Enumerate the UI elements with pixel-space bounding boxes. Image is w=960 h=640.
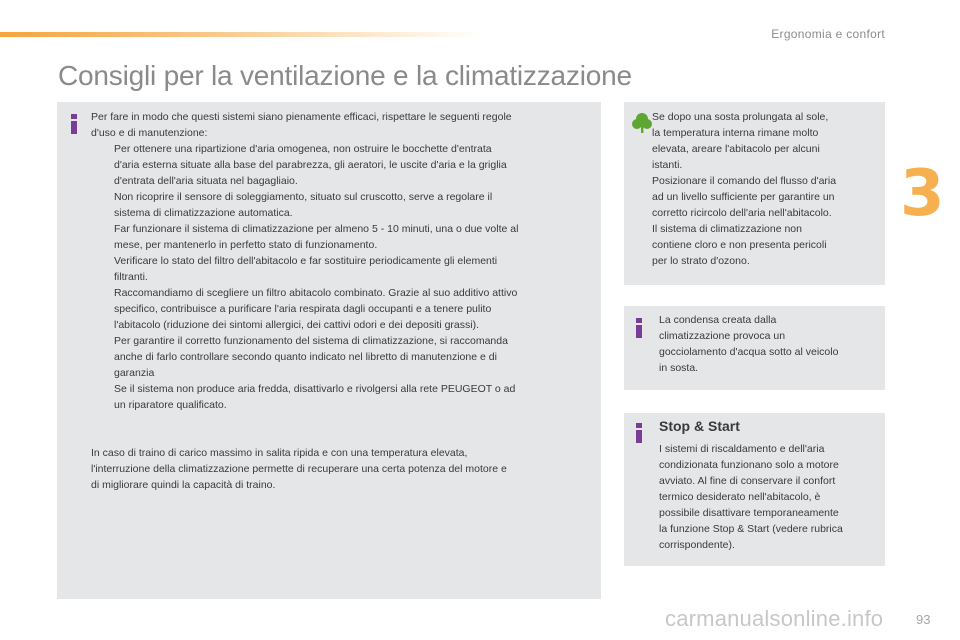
eco-leaf-icon: [631, 112, 653, 134]
advice-body: [91, 109, 591, 413]
list-item: Per garantire il corretto funzionamento del sistema di climatizzazione, si raccomanda anche di farlo controllare secondo quanto indicato nel libretto di manutenzione e di garanzia: [114, 335, 508, 379]
list-item: Non ricoprire il sensore di soleggiamento, situato sul cruscotto, serve a regolare il sistema di climatizzazione automatica.: [114, 191, 493, 219]
header-accent-bar: [0, 32, 480, 37]
stop-start-title: Stop & Start: [659, 418, 740, 434]
list-item: Verificare lo stato del filtro dell'abitacolo e far sostituire periodicamente gli elementi filtranti. Raccomandiamo di scegliere un filtro abitacolo combinato. Grazie al suo additivo attivo specifico, contribuisce a purificare l'aria respirata dagli occupanti e a tenere pulito l'abitacolo (riduzione dei sintomi allergici, dei cattivi odori e dei depositi grassi).: [114, 255, 518, 331]
info-icon: [636, 318, 642, 338]
list-item: Se il sistema non produce aria fredda, disattivarlo e rivolgersi alla rete PEUGEOT o ad un riparatore qualificato.: [114, 383, 516, 411]
list-item: Far funzionare il sistema di climatizzazione per almeno 5 - 10 minuti, una o due volte al mese, per mantenerlo in perfetto stato di funzionamento.: [114, 223, 519, 251]
page-title: Consigli per la ventilazione e la climatizzazione: [58, 60, 632, 91]
towing-note: In caso di traino di carico massimo in salita ripida e con una temperatura elevata, l'interruzione della climatizzazione permette di recuperare una certa potenza del motore e di migliorare quindi la capacità di traino.: [91, 447, 507, 491]
stop-start-panel: [624, 413, 885, 566]
eco-tip-panel: [624, 102, 885, 285]
advice-intro: Per fare in modo che questi sistemi siano pienamente efficaci, rispettare le seguenti regole d'uso e di manutenzione:: [91, 111, 512, 139]
advice-panel: [57, 102, 601, 599]
info-icon: [71, 114, 77, 134]
condensation-panel: [624, 306, 885, 390]
info-icon: [636, 423, 642, 443]
section-label: Ergonomia e confort: [771, 27, 885, 41]
stop-start-text: I sistemi di riscaldamento e dell'aria condizionata funzionano solo a motore avviato. Al fine di conservare il confort termico desiderato nell'abitacolo, è possibile disattivare temporaneamente la funzione Stop & Start (vedere rubrica corrispondente).: [659, 443, 843, 551]
page-number: 93: [916, 612, 931, 627]
advice-list: [91, 141, 591, 413]
chapter-number: 3: [900, 157, 945, 231]
eco-tip-text: Se dopo una sosta prolungata al sole, la temperatura interna rimane molto elevata, areare l'abitacolo per alcuni istanti. Posizionare il comando del flusso d'aria ad un livello sufficiente per garantire un corretto ricircolo dell'aria nell'abitacolo. Il sistema di climatizzazione non contiene cloro e non presenta pericoli per lo strato d'ozono.: [652, 111, 837, 267]
watermark: carmanualsonline.info: [665, 606, 884, 631]
list-item: Per ottenere una ripartizione d'aria omogenea, non ostruire le bocchette d'entrata d'aria esterna situate alla base del parabrezza, gli aeratori, le uscite d'aria e la griglia d'entrata dell'aria situata nel bagagliaio.: [114, 143, 507, 187]
condensation-text: La condensa creata dalla climatizzazione provoca un gocciolamento d'acqua sotto al veicolo in sosta.: [659, 314, 839, 374]
